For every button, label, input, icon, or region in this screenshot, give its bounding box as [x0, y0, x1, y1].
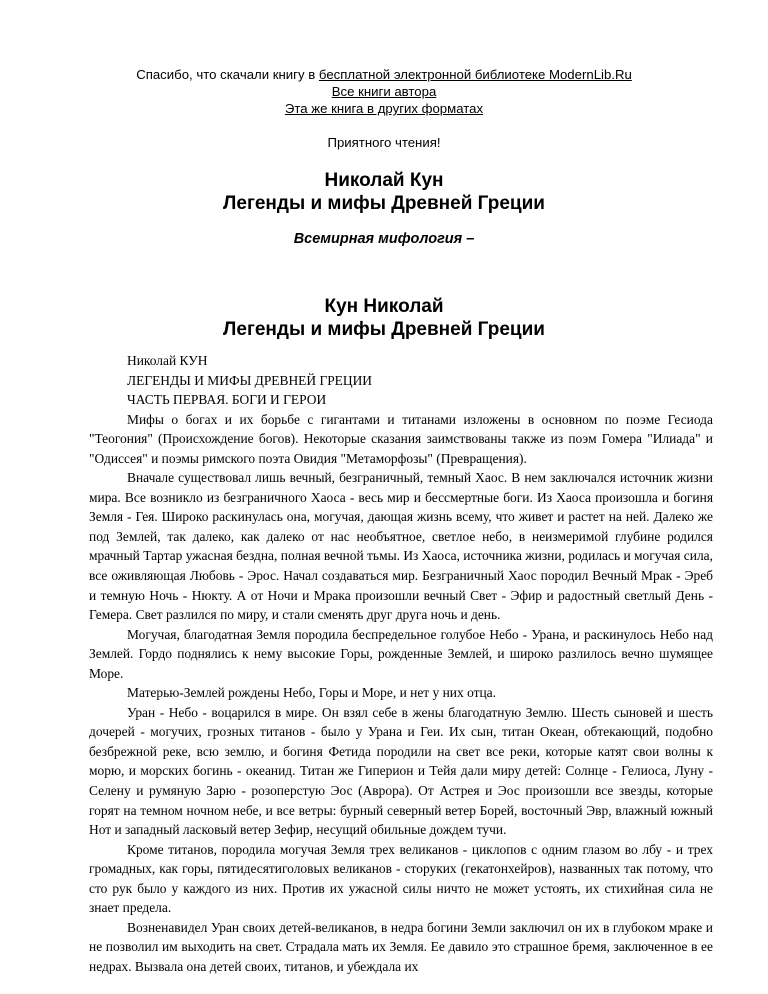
book-title-heading: Легенды и мифы Древней Греции [223, 193, 545, 214]
series-heading: Всемирная мифология – [293, 231, 475, 247]
paragraph: Кроме титанов, породила могучая Земля трех великанов - циклопов с одним глазом во лбу - и трех громадных, как горы, пятидесятиголовых великанов - сторуких (гекатонхейров), названных так потому, что сто рук было у каждого из них. Против их ужасной силы ничто не может устоять, их стихийная сила не знает предела. [89, 841, 713, 916]
promo-line-2 [0, 83, 768, 100]
body-line-author: Николай КУН [127, 353, 208, 368]
promo-line-1 [0, 66, 768, 83]
book-title-heading-2: Легенды и мифы Древней Греции [223, 319, 545, 340]
paragraph: Уран - Небо - воцарился в мире. Он взял себе в жены благодатную Землю. Шесть сыновей и шесть дочерей - могучих, грозных титанов - было у Урана и Геи. Их сын, титан Океан, обтекающий, подобно безбрежной реке, всю землю, и богиня Фетида породили на свет все реки, которые катят свои волны к морю, и морских богинь - океанид. Титан же Гиперион и Тейя дали миру детей: Солнце - Гелиоса, Луну - Селену и румяную Зарю - розоперстую Эос (Аврора). От Астрея и Эос произошли все звезды, которые горят на темном ночном небе, и все ветры: бурный северный ветер Борей, восточный Эвр, влажный южный Нот и западный ласковый ветер Зефир, несущий обильные дождем тучи. [89, 704, 713, 838]
paragraph: Вначале существовал лишь вечный, безграничный, темный Хаос. В нем заключался источник жизни мира. Все возникло из безграничного Хаоса - весь мир и бессмертные боги. Из Хаоса произошла и богиня Земля - Гея. Широко раскинулась она, могучая, дающая жизнь всему, что живет и растет на ней. Далеко же под Землей, так далеко, как далеко от нас необъятное, светлое небо, в неизмеримой глубине родился мрачный Тартар ужасная бездна, полная вечной тьмы. Из Хаоса, источника жизни, родилась и могучая сила, все оживляющая Любовь - Эрос. Начал создаваться мир. Безграничный Хаос породил Вечный Мрак - Эреб и темную Ночь - Нюкту. А от Ночи и Мрака произошли вечный Свет - Эфир и радостный светлый День - Гемера. Свет разлился по миру, и стали сменять друг друга ночь и день. [89, 470, 713, 623]
paragraph: Матерью-Землей рождены Небо, Горы и Море, и нет у них отца. [127, 685, 496, 701]
paragraph: Мифы о богах и их борьбе с гигантами и титанами изложены в основном по поэме Гесиода "Теогония" (Происхождение богов). Некоторые сказания заимствованы также из поэм Гомера "Илиада" и "Одиссея" и поэмы римского поэта Овидия "Метаморфозы" (Превращения). [89, 411, 713, 466]
body-line-title: ЛЕГЕНДЫ И МИФЫ ДРЕВНЕЙ ГРЕЦИИ [127, 372, 373, 388]
promo-line-3 [0, 100, 768, 117]
library-link[interactable]: бесплатной электронной библиотеке ModernLib.Ru [318, 67, 632, 82]
author-heading-2: Кун Николай [324, 296, 444, 317]
other-formats-link[interactable]: Эта же книга в других форматах [284, 101, 484, 116]
greeting: Приятного чтения! [327, 135, 441, 150]
paragraph: Возненавидел Уран своих детей-великанов, в недра богини Земли заключил он их в глубоком мраке и не позволил им выходить на свет. Страдала мать их Земля. Ее давило это страшное бремя, заключенное в ее недрах. Вызвала она детей своих, титанов, и убеждала их [89, 919, 713, 974]
author-heading: Николай Кун [324, 170, 444, 191]
promo-prefix: Спасибо, что скачали книгу в [136, 67, 319, 82]
author-books-link[interactable]: Все книги автора [331, 84, 437, 99]
paragraph: Могучая, благодатная Земля породила беспредельное голубое Небо - Урана, и раскинулось Небо над Землей. Гордо поднялись к нему высокие Горы, рожденные Землей, и широко разлилось вечно шумящее Море. [89, 626, 713, 681]
body-text [89, 351, 713, 977]
body-line-part: ЧАСТЬ ПЕРВАЯ. БОГИ И ГЕРОИ [127, 392, 327, 408]
